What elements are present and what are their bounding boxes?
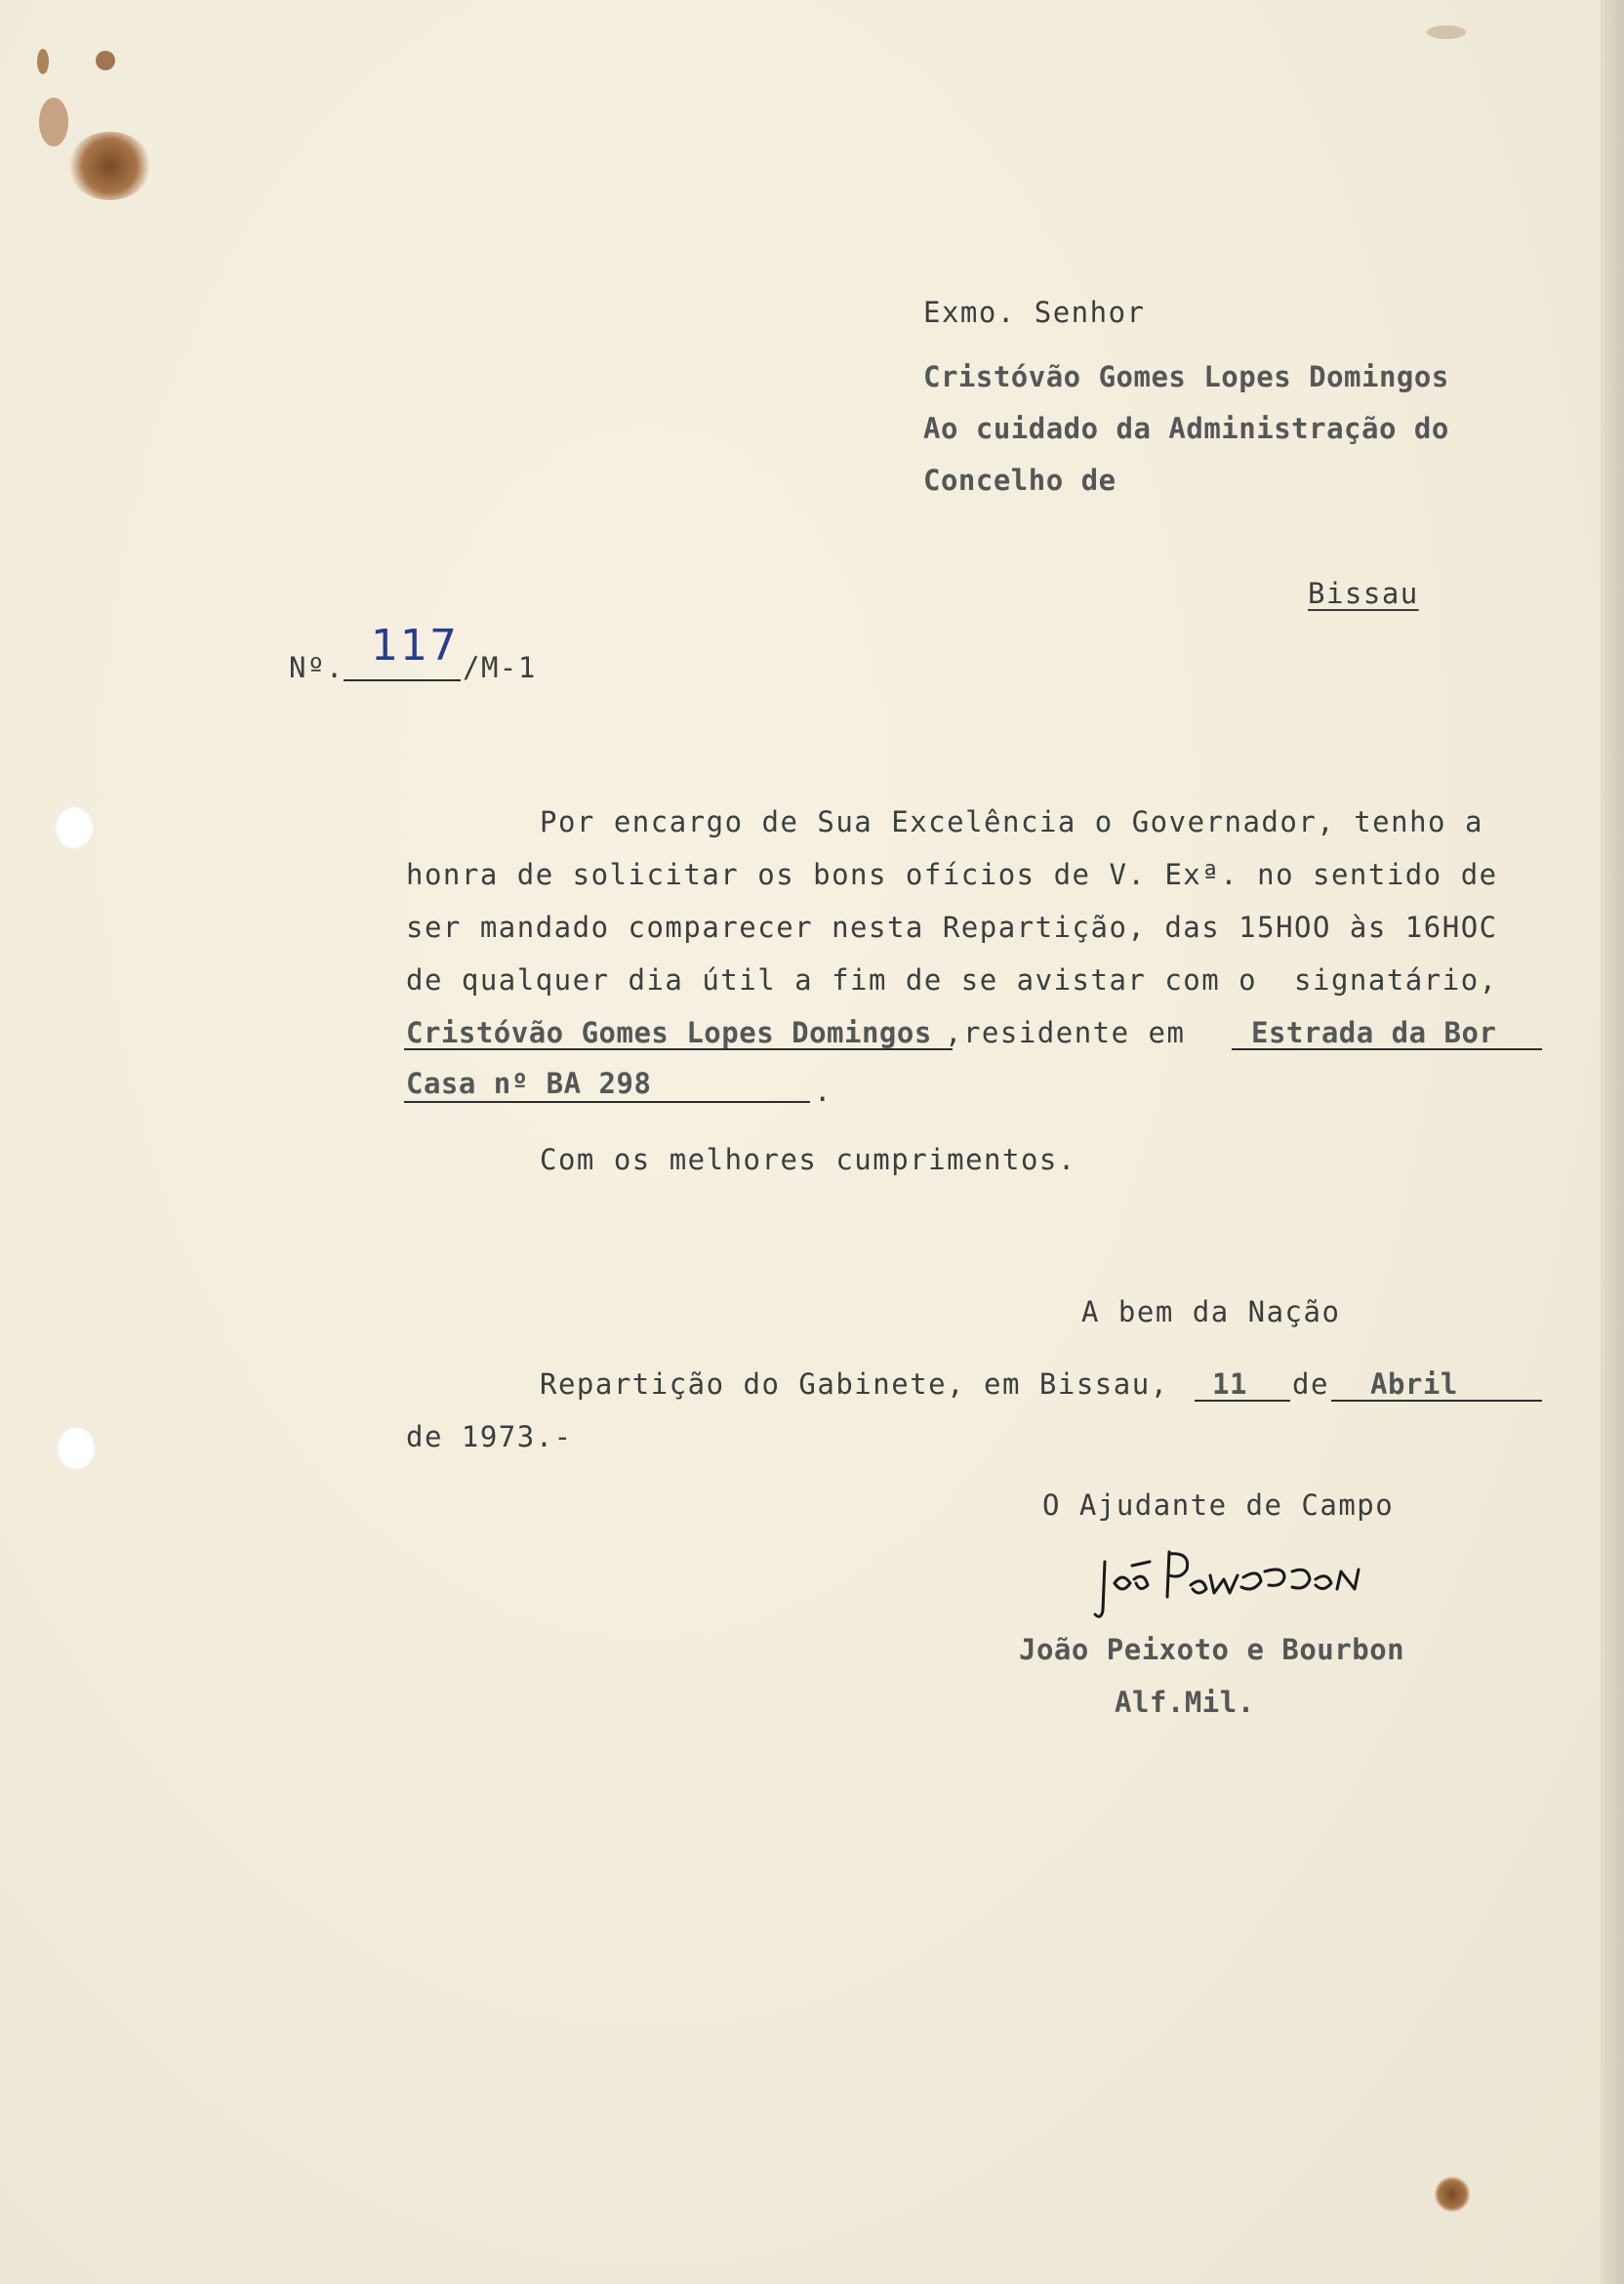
signature-role: O Ajudante de Campo (1042, 1489, 1395, 1522)
rust-stain (39, 98, 68, 146)
address-underline-1 (1232, 1048, 1542, 1050)
reference-number: 117 (371, 621, 459, 671)
address-part-1: Estrada da Bor (1251, 1016, 1497, 1049)
date-year: de 1973.- (406, 1420, 573, 1453)
date-day: 11 (1212, 1367, 1247, 1401)
body-line-1: Por encargo de Sua Excelência o Governador, tenho a (540, 805, 1483, 838)
rust-stain (1435, 2177, 1470, 2212)
date-de: de (1292, 1367, 1329, 1401)
person-name: Cristóvão Gomes Lopes Domingos (406, 1016, 932, 1049)
recipient-care-of: Ao cuidado da Administração do (923, 412, 1449, 445)
punch-hole (57, 1427, 96, 1470)
closing: Com os melhores cumprimentos. (540, 1143, 1076, 1176)
rust-stain (37, 49, 49, 74)
address-underline-2 (404, 1101, 810, 1103)
residence-text: ,residente em (945, 1016, 1186, 1049)
reference-prefix: Nº. (289, 651, 345, 684)
handwritten-signature (1093, 1532, 1376, 1620)
body-line-3: ser mandado comparecer nesta Repartição, das 15HOO às 16HOC (406, 911, 1498, 944)
date-prefix: Repartição do Gabinete, em Bissau, (540, 1367, 1169, 1401)
body-line-4: de qualquer dia útil a fim de se avistar com o signatário, (406, 963, 1498, 997)
reference-underline (344, 679, 461, 681)
recipient-name: Cristóvão Gomes Lopes Domingos (923, 360, 1449, 393)
person-underline (404, 1048, 953, 1050)
date-month: Abril (1370, 1367, 1458, 1401)
date-day-underline (1195, 1400, 1290, 1402)
recipient-place: Bissau (1308, 577, 1419, 610)
address-end-period: . (814, 1075, 832, 1108)
body-line-2: honra de solicitar os bons ofícios de V. Exª. no sentido de (406, 858, 1498, 891)
punch-hole (55, 806, 94, 849)
signatory-name: João Peixoto e Bourbon (1019, 1633, 1405, 1666)
rust-stain (68, 132, 151, 200)
reference-suffix: /M-1 (463, 651, 537, 684)
rust-stain (96, 51, 115, 70)
date-month-underline (1331, 1400, 1542, 1402)
signatory-rank: Alf.Mil. (1115, 1686, 1255, 1719)
paper-edge (1601, 0, 1624, 2284)
address-part-2: Casa nº BA 298 (406, 1067, 652, 1100)
recipient-municipality: Concelho de (923, 464, 1116, 497)
salutation: Exmo. Senhor (923, 296, 1146, 329)
motto: A bem da Nação (1081, 1295, 1341, 1328)
rust-stain (1427, 25, 1466, 39)
